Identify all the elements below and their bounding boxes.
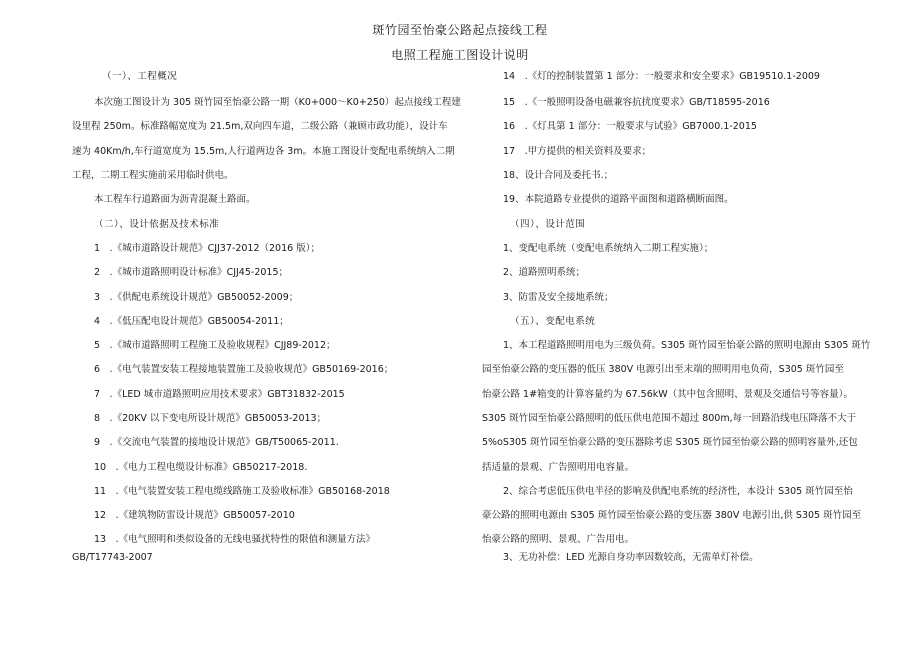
reference-item-continuation: GB/T17743-2007 <box>72 552 153 563</box>
scope-item: 2、道路照明系统； <box>503 267 586 278</box>
power-paragraph-1-line: 括适量的景观、广告照明用电容量。 <box>482 462 635 473</box>
reference-item: 18、设计合同及委托书.； <box>503 170 614 181</box>
reference-item: 15 .《一般照明设备电磁兼容抗扰度要求》GB/T18595-2016 <box>503 97 770 108</box>
power-paragraph-1-line: 园至怡豪公路的变压器的低压 380V 电源引出至末端的照明用电负荷，S305 斑竹园至 <box>482 364 844 375</box>
scope-item: 1、变配电系统（变配电系统纳入二期工程实施）； <box>503 243 714 254</box>
power-paragraph-1-line: 1、本工程道路照明用电为三级负荷。S305 斑竹园至怡豪公路的照明电源由 S305 斑竹 <box>503 340 871 351</box>
reference-item: 13 .《电气照明和类似设备的无线电骚扰特性的限值和测量方法》 <box>94 534 376 545</box>
reference-item: 4 .《低压配电设计规范》GB50054-2011； <box>94 316 289 327</box>
reference-item: 14 .《灯的控制装置第 1 部分：一般要求和安全要求》GB19510.1-2009 <box>503 71 820 82</box>
overview-line: 设里程 250m。标准路幅宽度为 21.5m,双向四车道，二级公路（兼顾市政功能），设计车 <box>72 121 448 132</box>
reference-item: 6 .《电气装置安装工程接地装置施工及验收规范》GB50169-2016； <box>94 364 394 375</box>
reference-item: 17 .甲方提供的相关资料及要求； <box>503 146 652 157</box>
reference-item: 1 .《城市道路设计规范》CJJ37-2012（2016 版）； <box>94 243 320 254</box>
reference-item: 9 .《交流电气装置的接地设计规范》GB/T50065-2011. <box>94 437 339 448</box>
section-4-heading: （四）、设计范围 <box>510 219 586 230</box>
power-paragraph-1-line: 怡豪公路 1#箱变的计算容量约为 67.56kW（其中包含照明、景观及交通信号等容量）。 <box>482 389 853 400</box>
section-5-heading: （五）、变配电系统 <box>510 316 596 327</box>
document-title: 斑竹园至怡豪公路起点接线工程 <box>372 23 548 37</box>
section-2-heading: （二）、设计依据及技术标准 <box>94 219 220 230</box>
reference-item: 10 .《电力工程电缆设计标准》GB50217-2018. <box>94 462 308 473</box>
pavement-note: 本工程车行道路面为沥青混凝土路面。 <box>94 194 256 205</box>
reference-item: 3 .《供配电系统设计规范》GB50052-2009； <box>94 292 299 303</box>
reference-item: 19、本院道路专业提供的道路平面图和道路横断面图。 <box>503 194 734 205</box>
reference-item: 12 .《建筑物防雷设计规范》GB50057-2010 <box>94 510 295 521</box>
power-paragraph-2-line: 怡豪公路的照明、景观、广告用电。 <box>482 534 635 545</box>
reference-item: 8 .《20KV 以下变电所设计规范》GB50053-2013； <box>94 413 327 424</box>
overview-line: 速为 40Km/h,车行道宽度为 15.5m,人行道两边各 3m。本施工图设计变配电系统纳入二期 <box>72 146 455 157</box>
reference-item: 5 .《城市道路照明工程施工及验收规程》CJJ89-2012； <box>94 340 336 351</box>
overview-line: 本次施工图设计为 305 斑竹园至怡豪公路一期（K0+000～K0+250）起点接线工程建 <box>94 97 461 108</box>
power-paragraph-1-line: S305 斑竹园至怡豪公路照明的低压供电范围不超过 800m,每一回路沿线电压降落不大于 <box>482 413 857 424</box>
document-subtitle: 电照工程施工图设计说明 <box>391 48 529 62</box>
power-paragraph-2-line: 2、综合考虑低压供电半径的影响及供配电系统的经济性，本设计 S305 斑竹园至怡 <box>503 486 853 497</box>
scope-item: 3、防雷及安全接地系统； <box>503 292 614 303</box>
power-paragraph-2-line: 豪公路的照明电源由 S305 斑竹园至怡豪公路的变压器 380V 电源引出,供 S305 斑竹园至 <box>482 510 862 521</box>
section-1-heading: （一）、工程概况 <box>102 71 178 82</box>
reference-item: 7 .《LED 城市道路照明应用技术要求》GBT31832-2015 <box>94 389 345 400</box>
reactive-compensation-note: 3、无功补偿：LED 光源自身功率因数较高，无需单灯补偿。 <box>503 552 759 563</box>
reference-item: 2 .《城市道路照明设计标准》CJJ45-2015； <box>94 267 288 278</box>
reference-item: 16 .《灯具第 1 部分：一般要求与试验》GB7000.1-2015 <box>503 121 757 132</box>
reference-item: 11 .《电气装置安装工程电缆线路施工及验收标准》GB50168-2018 <box>94 486 390 497</box>
overview-line: 工程，二期工程实施前采用临时供电。 <box>72 170 234 181</box>
power-paragraph-1-line: 5%oS305 斑竹园至怡豪公路的变压器除考虑 S305 斑竹园至怡豪公路的照明容量外,还包 <box>482 437 858 448</box>
